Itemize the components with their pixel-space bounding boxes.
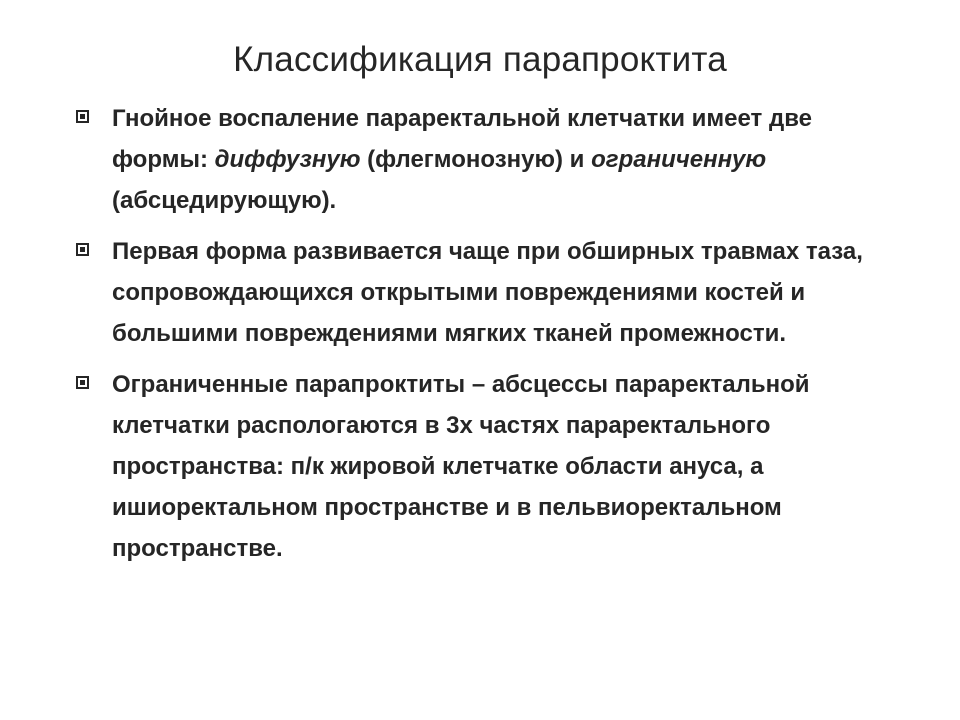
bullet-list: [76, 98, 896, 579]
bullet-item: [76, 231, 896, 354]
bullet-text-part: Первая форма развивается чаще при обширных травмах таза, сопровождающихся открытыми повреждениями костей и большими повреждениями мягких тканей промежности.: [112, 238, 863, 347]
bullet-item: [76, 364, 896, 569]
bullet-item: [76, 98, 896, 221]
bullet-text-italic-part: диффузную: [214, 146, 361, 173]
bullet-text-part: Гнойное воспаление параректальной клетчатки имеет две формы:: [112, 105, 812, 173]
checkbox-bullet-icon: [76, 110, 89, 123]
checkbox-bullet-icon: [76, 376, 89, 389]
bullet-text-italic-part: ограниченную: [591, 146, 767, 173]
checkbox-bullet-icon: [76, 243, 89, 256]
bullet-text: [112, 98, 896, 221]
bullet-text-part: Ограниченные парапроктиты – абсцессы параректальной клетчатки распологаются в 3х частях параректального пространства: п/к жировой клетчатке области ануса, а ишиоректальном пространстве и в пельвиоректальном пространстве.: [112, 371, 810, 562]
bullet-text-part: (флегмонозную) и: [360, 146, 592, 173]
bullet-text: [112, 364, 896, 569]
slide-title: Классификация парапроктита: [233, 40, 727, 79]
bullet-text-part: (абсцедирующую).: [112, 187, 337, 214]
bullet-text: [112, 231, 896, 354]
